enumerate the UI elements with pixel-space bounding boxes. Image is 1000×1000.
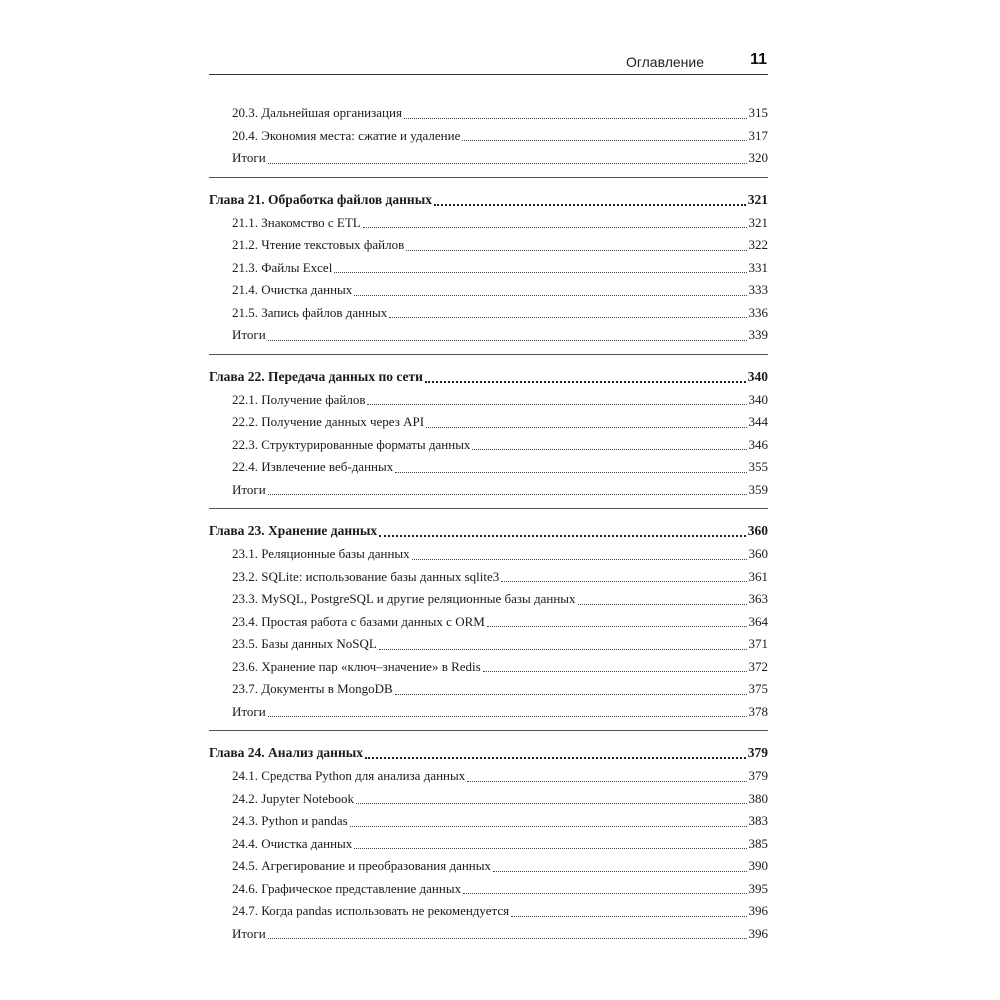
toc-entry-page: 379 — [748, 768, 768, 783]
toc-entry[interactable] — [209, 611, 768, 634]
toc-entry-title: Итоги — [232, 703, 266, 719]
toc-entry-page: 355 — [748, 459, 768, 474]
toc-entry-page: 363 — [748, 591, 768, 606]
toc-entry-title: 23.6. Хранение пар «ключ–значение» в Redis — [232, 658, 481, 674]
dot-leader — [487, 626, 747, 627]
toc-entry[interactable] — [209, 479, 768, 502]
dot-leader — [268, 163, 747, 164]
toc-entry-page: 322 — [748, 237, 768, 252]
toc-entry[interactable] — [209, 588, 768, 611]
toc-entry-page: 340 — [748, 391, 768, 407]
dot-leader — [406, 250, 746, 251]
toc-entry-title: 23.7. Документы в MongoDB — [232, 681, 393, 696]
chapter-entry[interactable] — [209, 741, 768, 765]
chapter-entry-page: 321 — [747, 191, 768, 207]
toc-entry[interactable] — [209, 102, 768, 125]
toc-entry-title: 23.1. Реляционные базы данных — [232, 546, 410, 561]
toc-entry-page: 364 — [748, 613, 768, 629]
toc-entry-title: 23.4. Простая работа с базами данных с ORM — [232, 613, 485, 629]
dot-leader — [434, 204, 746, 206]
toc-entry-page: 315 — [748, 105, 768, 120]
toc-entry-title: 21.1. Знакомство с ETL — [232, 214, 361, 230]
dot-leader — [268, 340, 747, 341]
toc-entry[interactable] — [209, 765, 768, 788]
chapter-entry-title: Глава 23. Хранение данных — [209, 523, 378, 538]
toc-entry-title: 20.4. Экономия места: сжатие и удаление — [232, 127, 461, 143]
toc-entry-page: 390 — [748, 858, 768, 873]
toc-entry-title: 22.1. Получение файлов — [232, 391, 366, 407]
toc-entry-title: 22.2. Получение данных через API — [232, 414, 425, 429]
dot-leader — [412, 559, 747, 560]
dot-leader — [483, 671, 747, 672]
toc-entry[interactable] — [209, 125, 768, 148]
dot-leader — [395, 694, 747, 695]
toc-entry-page: 360 — [748, 546, 768, 561]
toc-entry[interactable] — [209, 923, 768, 946]
toc-entry-title: Итоги — [232, 481, 266, 497]
dot-leader — [389, 317, 746, 318]
chapter-entry-title: Глава 22. Передача данных по сети — [209, 368, 423, 384]
toc-entry[interactable] — [209, 302, 768, 325]
toc-entry-page: 317 — [748, 127, 768, 143]
toc-entry[interactable] — [209, 411, 768, 434]
toc-entry-page: 375 — [748, 681, 768, 696]
toc-entry[interactable] — [209, 279, 768, 302]
toc-section — [209, 102, 768, 173]
toc-entry[interactable] — [209, 656, 768, 679]
toc-entry-page: 383 — [748, 813, 768, 828]
toc-entry-page: 339 — [748, 327, 768, 342]
dot-leader — [354, 295, 746, 296]
toc-entry-title: 20.3. Дальнейшая организация — [232, 105, 402, 120]
toc-entry-page: 331 — [748, 259, 768, 275]
header-title: Оглавление — [625, 54, 704, 70]
toc-entry-page: 396 — [748, 925, 768, 941]
dot-leader — [425, 381, 746, 383]
toc-entry-title: Итоги — [232, 150, 266, 165]
toc-entry-page: 378 — [748, 703, 768, 719]
dot-leader — [463, 893, 746, 894]
toc-entry-title: 21.5. Запись файлов данных — [232, 304, 388, 320]
toc-entry-page: 321 — [748, 214, 768, 230]
chapter-entry[interactable] — [209, 519, 768, 543]
toc-entry-title: 23.2. SQLite: использование базы данных sqlite3 — [232, 568, 500, 584]
toc-entry-page: 385 — [748, 835, 768, 851]
dot-leader — [501, 581, 746, 582]
toc-entry[interactable] — [209, 324, 768, 347]
dot-leader — [356, 803, 746, 804]
chapter-entry-title: Глава 21. Обработка файлов данных — [209, 191, 432, 207]
toc-entry-title: 21.4. Очистка данных — [232, 282, 353, 297]
toc-entry[interactable] — [209, 701, 768, 724]
chapter-entry-page: 340 — [747, 368, 768, 384]
toc-entry-page: 371 — [748, 636, 768, 651]
toc-entry-page: 333 — [748, 282, 768, 297]
dot-leader — [350, 826, 747, 827]
dot-leader — [268, 494, 747, 495]
chapter-entry-title: Глава 24. Анализ данных — [209, 745, 364, 760]
dot-leader — [426, 427, 746, 428]
toc-entry-title: 24.3. Python и pandas — [232, 813, 348, 828]
dot-leader — [462, 140, 746, 141]
chapter-entry-page: 379 — [747, 745, 768, 760]
toc-entry-page: 320 — [748, 150, 768, 165]
toc-section — [209, 508, 768, 726]
dot-leader — [334, 272, 746, 273]
toc-entry-page: 361 — [748, 568, 768, 584]
toc-entry[interactable] — [209, 788, 768, 811]
dot-leader — [379, 535, 746, 537]
dot-leader — [511, 916, 746, 917]
toc-entry-title: 22.3. Структурированные форматы данных — [232, 436, 471, 452]
chapter-entry[interactable] — [209, 188, 768, 212]
toc-entry[interactable] — [209, 543, 768, 566]
toc-section — [209, 177, 768, 350]
toc-entry-page: 372 — [748, 658, 768, 674]
chapter-entry-page: 360 — [747, 523, 768, 538]
dot-leader — [363, 227, 747, 228]
toc-entry-title: Итоги — [232, 925, 266, 941]
toc-entry-page: 336 — [748, 304, 768, 320]
dot-leader — [268, 938, 747, 939]
toc-entry-title: Итоги — [232, 327, 266, 342]
toc-entry[interactable] — [209, 878, 768, 901]
toc-entry[interactable] — [209, 456, 768, 479]
toc-entry-page: 359 — [748, 481, 768, 497]
toc-section — [209, 730, 768, 948]
toc-entry-title: 24.2. Jupyter Notebook — [232, 790, 355, 806]
toc-entry-title: 23.3. MySQL, PostgreSQL и другие реляционные базы данных — [232, 591, 576, 606]
toc-entry-title: 24.1. Средства Python для анализа данных — [232, 768, 466, 783]
toc-entry[interactable] — [209, 434, 768, 457]
toc-entry[interactable] — [209, 234, 768, 257]
dot-leader — [493, 871, 747, 872]
toc-entry[interactable] — [209, 566, 768, 589]
dot-leader — [404, 118, 747, 119]
dot-leader — [467, 781, 746, 782]
toc-entry[interactable] — [209, 147, 768, 170]
toc-entry[interactable] — [209, 810, 768, 833]
toc-entry-page: 344 — [748, 414, 768, 429]
toc-entry-page: 395 — [748, 880, 768, 896]
page-number: 11 — [750, 51, 767, 68]
dot-leader — [472, 449, 746, 450]
toc-entry[interactable] — [209, 389, 768, 412]
toc-entry-title: 24.5. Агрегирование и преобразования данных — [232, 858, 491, 873]
chapter-entry[interactable] — [209, 365, 768, 389]
toc-entry-page: 380 — [748, 790, 768, 806]
toc-entry[interactable] — [209, 900, 768, 923]
toc-entry-page: 396 — [748, 903, 768, 918]
dot-leader — [578, 604, 747, 605]
toc-section — [209, 354, 768, 505]
toc-entry[interactable] — [209, 212, 768, 235]
toc-entry[interactable] — [209, 633, 768, 656]
dot-leader — [365, 757, 746, 759]
toc-entry-title: 24.6. Графическое представление данных — [232, 880, 462, 896]
toc-entry[interactable] — [209, 678, 768, 701]
dot-leader — [395, 472, 746, 473]
dot-leader — [268, 716, 747, 717]
toc-entry-title: 21.3. Файлы Excel — [232, 259, 333, 275]
dot-leader — [354, 848, 746, 849]
toc-entry-title: 24.4. Очистка данных — [232, 835, 353, 851]
toc-entry-title: 24.7. Когда pandas использовать не рекомендуется — [232, 903, 510, 918]
table-of-contents — [209, 102, 768, 948]
toc-entry-title: 23.5. Базы данных NoSQL — [232, 636, 377, 651]
toc-entry-title: 21.2. Чтение текстовых файлов — [232, 237, 405, 252]
toc-entry[interactable] — [209, 833, 768, 856]
toc-entry[interactable] — [209, 855, 768, 878]
dot-leader — [367, 404, 746, 405]
dot-leader — [379, 649, 747, 650]
running-header — [209, 52, 768, 75]
toc-entry[interactable] — [209, 257, 768, 280]
toc-entry-page: 346 — [748, 436, 768, 452]
toc-entry-title: 22.4. Извлечение веб-данных — [232, 459, 394, 474]
